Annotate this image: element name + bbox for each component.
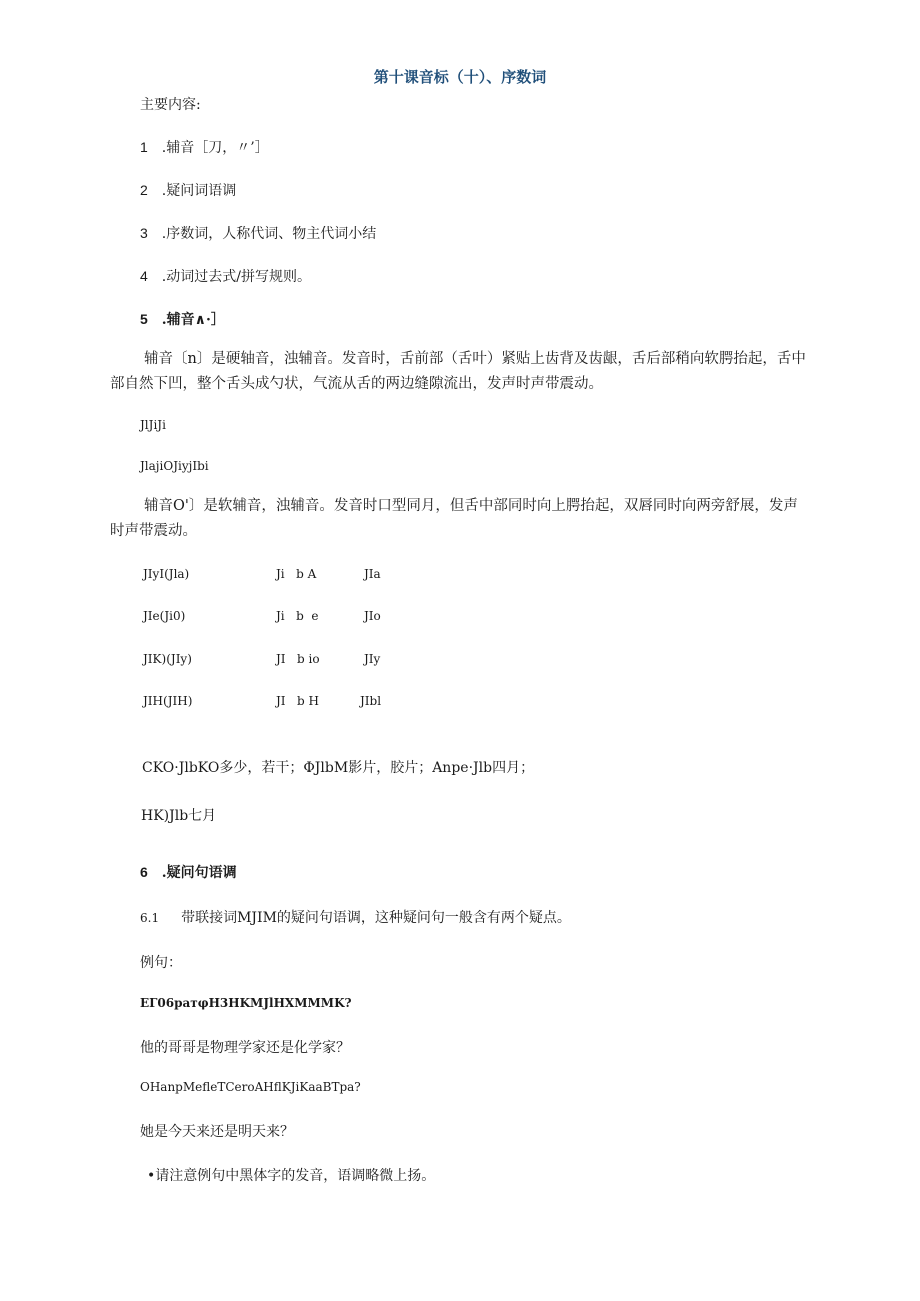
vocabulary-line-2: HK)Jlb七月 bbox=[141, 808, 217, 824]
list-text: .序数词，人称代词、物主代词小结 bbox=[161, 226, 377, 242]
example-line-2: JlajiOJiyjIbi bbox=[140, 459, 209, 473]
list-text: .辅音∧·］ bbox=[161, 312, 225, 328]
consonant-description-2: 辅音O'〕是软辅音，浊辅音。发音时口型同月，但舌中部同时向上腭抬起，双唇同时向两旁舒展，发声时声带震动。 bbox=[110, 498, 798, 539]
list-text: .疑问词语调 bbox=[161, 183, 237, 199]
section-title: .疑问句语调 bbox=[161, 865, 237, 881]
list-text: .辅音［刀，〃’］ bbox=[161, 140, 269, 156]
table-cell: JIyI(Jla) bbox=[143, 567, 190, 581]
list-number: 1 bbox=[140, 139, 148, 155]
table-cell: JIbl bbox=[360, 694, 382, 708]
example-russian-2: OHanpMefleTCeroAHflKJiKaaBTpa? bbox=[140, 1080, 361, 1094]
consonant-description-1: 辅音〔n〕是硬轴音，浊辅音。发音时，舌前部（舌叶）紧贴上齿背及齿龈，舌后部稍向软腭抬起，舌中部自然下凹，整个舌头成勺状，气流从舌的两边缝隙流出，发声时声带震动。 bbox=[110, 351, 806, 392]
subsection-6-1 bbox=[140, 907, 571, 927]
list-item-5 bbox=[140, 309, 225, 329]
example-chinese-1: 他的哥哥是物理学家还是化学家？ bbox=[140, 1040, 350, 1056]
list-text: .动词过去式/拼写规则。 bbox=[161, 269, 311, 285]
table-cell: JI b io bbox=[276, 652, 320, 666]
list-number: 3 bbox=[140, 225, 148, 241]
table-cell: JI b H bbox=[276, 694, 319, 708]
note-text: •请注意例句中黑体字的发音，语调略微上扬。 bbox=[147, 1168, 436, 1184]
list-item-2 bbox=[140, 180, 236, 200]
list-item-4 bbox=[140, 266, 311, 286]
example-label: 例句： bbox=[140, 955, 182, 971]
list-number: 5 bbox=[140, 311, 148, 327]
table-cell: JIe(Ji0) bbox=[143, 609, 186, 623]
table-cell: Ji b A bbox=[276, 567, 317, 581]
table-cell: JIK)(JIy) bbox=[143, 652, 192, 666]
example-line-1: JlJiJi bbox=[140, 418, 166, 432]
section-number: 6 bbox=[140, 864, 148, 880]
list-number: 2 bbox=[140, 182, 148, 198]
example-russian-1: ЕГ06ратφH3HKMJlHXMMMK? bbox=[140, 996, 352, 1010]
table-cell: JIy bbox=[364, 652, 381, 666]
vocabulary-line-1: CKO·JlbKO多少，若干；ΦJlbM影片，胶片；Anpe·Jlb四月； bbox=[142, 760, 535, 776]
list-item-3 bbox=[140, 223, 376, 243]
subsection-text: 带联接词MJIM的疑问句语调，这种疑问句一般含有两个疑点。 bbox=[181, 910, 571, 926]
example-chinese-2: 她是今天来还是明天来？ bbox=[140, 1124, 294, 1140]
intro-heading: 主要内容: bbox=[140, 97, 201, 113]
list-number: 4 bbox=[140, 268, 148, 284]
table-cell: JIo bbox=[364, 609, 381, 623]
table-cell: JIa bbox=[364, 567, 381, 581]
page-title: 第十课音标（十）、序数词 bbox=[373, 68, 547, 86]
subsection-number: 6.1 bbox=[140, 911, 160, 925]
table-cell: Ji b e bbox=[276, 609, 319, 623]
section-heading bbox=[140, 862, 237, 882]
list-item-1 bbox=[140, 137, 269, 157]
table-cell: JIH(JIH) bbox=[143, 694, 193, 708]
